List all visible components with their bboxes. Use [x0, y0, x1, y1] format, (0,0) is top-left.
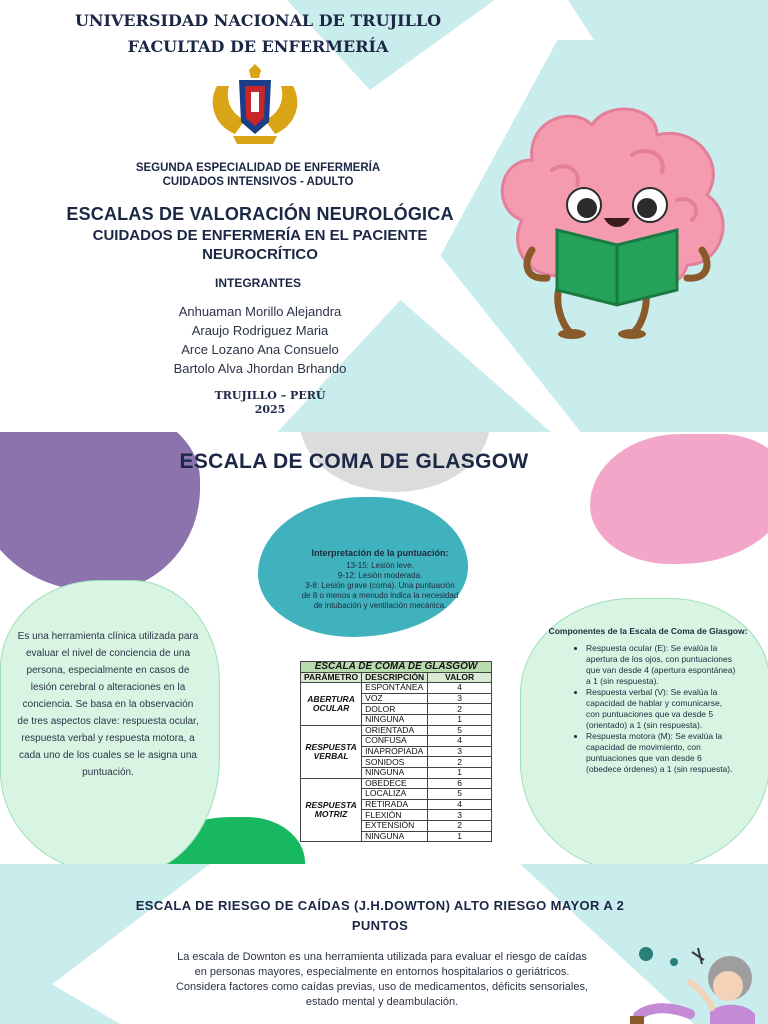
- value-cell: 5: [428, 725, 492, 736]
- table-heading: ESCALA DE COMA DE GLASGOW: [301, 662, 492, 673]
- interpretation-box: [300, 548, 460, 611]
- parameter-cell: RESPUESTA VERBAL: [301, 725, 362, 778]
- value-cell: 3: [428, 693, 492, 704]
- member-name: Arce Lozano Ana Consuelo: [181, 342, 339, 357]
- interpretation-item: 13-15: Lesión leve.: [346, 561, 414, 570]
- column-header: PARÁMETRO: [301, 672, 362, 683]
- description-cell: NINGUNA: [362, 831, 428, 842]
- interpretation-title: Interpretación de la puntuación:: [311, 548, 449, 558]
- glasgow-title: ESCALA DE COMA DE GLASGOW: [179, 450, 529, 473]
- value-cell: 4: [428, 799, 492, 810]
- value-cell: 1: [428, 714, 492, 725]
- table-row: [301, 683, 492, 694]
- university-name: UNIVERSIDAD NACIONAL DE TRUJILLO: [74, 11, 442, 30]
- member-name: Anhuaman Morillo Alejandra: [178, 304, 342, 319]
- table-row: [301, 725, 492, 736]
- description-cell: NINGUNA: [362, 767, 428, 778]
- description-cell: INAPROPIADA: [362, 746, 428, 757]
- component-item: • Respuesta verbal (V): Se evalúa la capacidad de hablar y comunicarse, con puntuaciones que va desde 5 (orientado) a 1 (sin respuesta).: [586, 687, 736, 731]
- place: TRUJILLO – PERÚ: [214, 389, 326, 402]
- member-name: Bartolo Alva Jhordan Brhando: [173, 361, 347, 376]
- value-cell: 3: [428, 746, 492, 757]
- column-header: VALOR: [428, 672, 492, 683]
- description-cell: DOLOR: [362, 704, 428, 715]
- description-cell: EXTENSIÓN: [362, 820, 428, 831]
- faculty-name: FACULTAD DE ENFERMERÍA: [127, 37, 389, 56]
- member-name: Araujo Rodriguez Maria: [191, 323, 329, 338]
- specialty-line-1: SEGUNDA ESPECIALIDAD DE ENFERMERÍA: [135, 162, 381, 174]
- component-item: • Respuesta motora (M): Se evalúa la capacidad de movimiento, con puntuaciones que van desde 6 (obedece órdenes) a 1 (sin respuesta).: [586, 731, 736, 775]
- cover-subtitle-2: NEUROCRÍTICO: [202, 246, 318, 263]
- brain-reading-book-icon: [492, 100, 742, 340]
- cover-section: [0, 0, 768, 432]
- value-cell: 1: [428, 767, 492, 778]
- description-cell: VOZ: [362, 693, 428, 704]
- components-title: Componentes de la Escala de Coma de Glasgow:: [548, 626, 748, 636]
- description-cell: NINGUNA: [362, 714, 428, 725]
- downton-title: ESCALA DE RIESGO DE CAÍDAS (J.H.DOWTON) ALTO RIESGO MAYOR A 2 PUNTOS: [135, 898, 625, 933]
- value-cell: 5: [428, 789, 492, 800]
- value-cell: 4: [428, 736, 492, 747]
- description-cell: LOCALIZA: [362, 789, 428, 800]
- specialty-line-2: CUIDADOS INTENSIVOS - ADULTO: [162, 176, 354, 188]
- table-row: [301, 778, 492, 789]
- parameter-cell: ABERTURA OCULAR: [301, 683, 362, 725]
- description-cell: SONIDOS: [362, 757, 428, 768]
- value-cell: 4: [428, 683, 492, 694]
- description-cell: ESPONTÁNEA: [362, 683, 428, 694]
- value-cell: 2: [428, 704, 492, 715]
- cover-subtitle-1: CUIDADOS DE ENFERMERÍA EN EL PACIENTE: [92, 227, 428, 244]
- year: 2025: [254, 403, 286, 416]
- downton-description: La escala de Downton es una herramienta utilizada para evaluar el riesgo de caídas en personas mayores, especialmente en entornos hospitalarios o geriátricos. Considera factores como caídas previas, uso de medicamentos, déficits sensoriales, estado mental y deambulación.: [175, 951, 589, 1008]
- value-cell: 1: [428, 831, 492, 842]
- column-header: DESCRIPCIÓN: [362, 672, 428, 683]
- cover-title: ESCALAS DE VALORACIÓN NEUROLÓGICA: [66, 204, 454, 224]
- value-cell: 2: [428, 757, 492, 768]
- interpretation-item: 9-12: Lesión moderada.: [337, 571, 423, 580]
- description-cell: RETIRADA: [362, 799, 428, 810]
- university-crest-icon: [205, 64, 305, 150]
- description-cell: FLEXIÓN: [362, 810, 428, 821]
- glasgow-table: [300, 661, 492, 842]
- falling-elderly-woman-icon: [630, 942, 768, 1024]
- glasgow-section: [0, 432, 768, 864]
- members-heading: INTEGRANTES: [214, 276, 301, 290]
- parameter-cell: RESPUESTA MOTRIZ: [301, 778, 362, 842]
- value-cell: 3: [428, 810, 492, 821]
- description-cell: CONFUSA: [362, 736, 428, 747]
- glasgow-description: Es una herramienta clínica utilizada para evaluar el nivel de conciencia de una persona, especialmente en casos de lesión cerebral o alteraciones en la conciencia. Se basa en la observación de tres aspectos clave: respuesta ocular, respuesta verbal y respuesta motora, a cada uno de los cuales se le asigna una puntuación.: [17, 631, 199, 778]
- component-item: • Respuesta ocular (E): Se evalúa la apertura de los ojos, con puntuaciones que van desde 4 (apertura espontánea) a 1 (sin respuesta).: [586, 643, 736, 687]
- description-cell: ORIENTADA: [362, 725, 428, 736]
- description-cell: OBEDECE: [362, 778, 428, 789]
- components-box: [532, 626, 764, 775]
- value-cell: 2: [428, 820, 492, 831]
- interpretation-item: 3-8: Lesión grave (coma). Una puntuación de 8 o menos a menudo indica la necesidad de intubación y ventilación mecánica.: [301, 581, 459, 610]
- downton-section: [0, 864, 768, 1024]
- value-cell: 6: [428, 778, 492, 789]
